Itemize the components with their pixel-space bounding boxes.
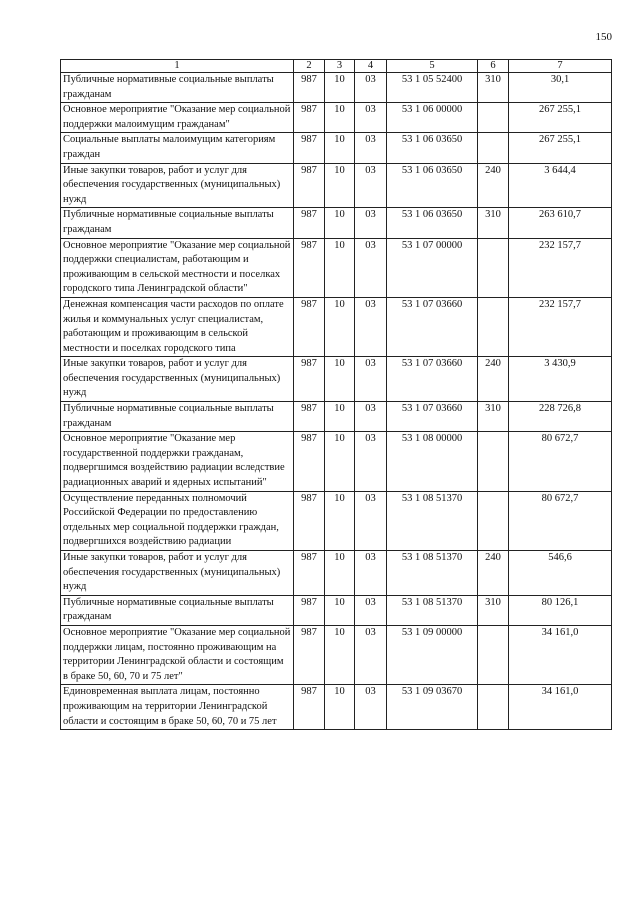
cell-expense-type: 240 [478, 357, 509, 402]
cell-name: Публичные нормативные социальные выплаты гражданам [61, 208, 294, 238]
cell-ministry: 987 [294, 163, 325, 208]
cell-subsection: 03 [355, 297, 387, 356]
table-row [61, 133, 612, 163]
cell-ministry: 987 [294, 685, 325, 730]
cell-target-code: 53 1 09 00000 [387, 625, 478, 684]
cell-subsection: 03 [355, 133, 387, 163]
cell-name: Основное мероприятие "Оказание мер социальной поддержки лицам, постоянно проживающим на территории Ленинградской области и состоящим в браке 50, 60, 70 и 75 лет" [61, 625, 294, 684]
cell-amount: 80 126,1 [509, 595, 612, 625]
table-row [61, 297, 612, 356]
table-row [61, 551, 612, 596]
cell-ministry: 987 [294, 491, 325, 550]
cell-amount: 30,1 [509, 73, 612, 103]
cell-subsection: 03 [355, 595, 387, 625]
cell-name: Основное мероприятие "Оказание мер социальной поддержки малоимущим гражданам" [61, 103, 294, 133]
cell-subsection: 03 [355, 432, 387, 491]
header-col-1: 1 [61, 60, 294, 73]
cell-target-code: 53 1 07 03660 [387, 402, 478, 432]
cell-expense-type [478, 432, 509, 491]
cell-target-code: 53 1 09 03670 [387, 685, 478, 730]
cell-expense-type [478, 133, 509, 163]
cell-ministry: 987 [294, 133, 325, 163]
table-row [61, 491, 612, 550]
budget-table [60, 59, 612, 730]
table-row [61, 595, 612, 625]
cell-amount: 232 157,7 [509, 238, 612, 297]
cell-section: 10 [325, 357, 355, 402]
cell-name: Социальные выплаты малоимущим категориям граждан [61, 133, 294, 163]
cell-amount: 3 644,4 [509, 163, 612, 208]
cell-amount: 80 672,7 [509, 491, 612, 550]
cell-name: Основное мероприятие "Оказание мер социальной поддержки специалистам, работающим и проживающим в сельской местности и поселках городского типа Ленинградской области" [61, 238, 294, 297]
cell-expense-type: 310 [478, 595, 509, 625]
cell-subsection: 03 [355, 625, 387, 684]
cell-subsection: 03 [355, 491, 387, 550]
cell-section: 10 [325, 432, 355, 491]
cell-subsection: 03 [355, 208, 387, 238]
cell-subsection: 03 [355, 238, 387, 297]
cell-ministry: 987 [294, 551, 325, 596]
cell-amount: 3 430,9 [509, 357, 612, 402]
cell-expense-type: 240 [478, 163, 509, 208]
header-col-3: 3 [325, 60, 355, 73]
cell-target-code: 53 1 06 00000 [387, 103, 478, 133]
cell-amount: 228 726,8 [509, 402, 612, 432]
cell-ministry: 987 [294, 208, 325, 238]
cell-expense-type [478, 625, 509, 684]
cell-ministry: 987 [294, 357, 325, 402]
cell-expense-type: 310 [478, 208, 509, 238]
table-row [61, 625, 612, 684]
cell-subsection: 03 [355, 73, 387, 103]
cell-subsection: 03 [355, 685, 387, 730]
header-col-4: 4 [355, 60, 387, 73]
cell-name: Осуществление переданных полномочий Российской Федерации по предоставлению отдельных мер социальной поддержки граждан, подвергшихся воздействию радиации [61, 491, 294, 550]
cell-target-code: 53 1 06 03650 [387, 133, 478, 163]
cell-target-code: 53 1 08 51370 [387, 595, 478, 625]
cell-target-code: 53 1 07 03660 [387, 297, 478, 356]
cell-section: 10 [325, 402, 355, 432]
cell-amount: 232 157,7 [509, 297, 612, 356]
cell-section: 10 [325, 103, 355, 133]
cell-amount: 267 255,1 [509, 103, 612, 133]
cell-target-code: 53 1 08 51370 [387, 551, 478, 596]
cell-expense-type: 310 [478, 73, 509, 103]
cell-name: Публичные нормативные социальные выплаты гражданам [61, 73, 294, 103]
cell-subsection: 03 [355, 551, 387, 596]
cell-name: Иные закупки товаров, работ и услуг для обеспечения государственных (муниципальных) нужд [61, 551, 294, 596]
page-number: 150 [595, 31, 612, 43]
cell-expense-type [478, 685, 509, 730]
table-row [61, 208, 612, 238]
cell-section: 10 [325, 491, 355, 550]
cell-amount: 34 161,0 [509, 625, 612, 684]
cell-target-code: 53 1 08 51370 [387, 491, 478, 550]
cell-section: 10 [325, 595, 355, 625]
cell-expense-type: 310 [478, 402, 509, 432]
cell-section: 10 [325, 208, 355, 238]
table-row [61, 103, 612, 133]
cell-target-code: 53 1 07 03660 [387, 357, 478, 402]
cell-amount: 267 255,1 [509, 133, 612, 163]
cell-expense-type [478, 491, 509, 550]
cell-section: 10 [325, 163, 355, 208]
table-body [61, 73, 612, 730]
cell-name: Публичные нормативные социальные выплаты гражданам [61, 595, 294, 625]
cell-ministry: 987 [294, 402, 325, 432]
cell-subsection: 03 [355, 103, 387, 133]
cell-section: 10 [325, 625, 355, 684]
header-col-7: 7 [509, 60, 612, 73]
cell-subsection: 03 [355, 402, 387, 432]
cell-ministry: 987 [294, 103, 325, 133]
cell-name: Основное мероприятие "Оказание мер государственной поддержки гражданам, подвергшимся воздействию радиации вследствие радиационных аварий и ядерных испытаний" [61, 432, 294, 491]
cell-target-code: 53 1 06 03650 [387, 208, 478, 238]
cell-target-code: 53 1 06 03650 [387, 163, 478, 208]
header-col-5: 5 [387, 60, 478, 73]
table-row [61, 238, 612, 297]
table-row [61, 432, 612, 491]
cell-amount: 263 610,7 [509, 208, 612, 238]
cell-amount: 34 161,0 [509, 685, 612, 730]
table-row [61, 73, 612, 103]
cell-name: Денежная компенсация части расходов по оплате жилья и коммунальных услуг специалистам, работающим и проживающим в сельской местности и поселках городского типа [61, 297, 294, 356]
cell-name: Иные закупки товаров, работ и услуг для обеспечения государственных (муниципальных) нужд [61, 357, 294, 402]
cell-ministry: 987 [294, 432, 325, 491]
cell-ministry: 987 [294, 73, 325, 103]
cell-expense-type [478, 297, 509, 356]
cell-name: Единовременная выплата лицам, постоянно проживающим на территории Ленинградской области и состоящим в браке 50, 60, 70 и 75 лет [61, 685, 294, 730]
table-row [61, 163, 612, 208]
cell-subsection: 03 [355, 163, 387, 208]
cell-expense-type [478, 238, 509, 297]
table-row [61, 357, 612, 402]
cell-target-code: 53 1 07 00000 [387, 238, 478, 297]
cell-ministry: 987 [294, 297, 325, 356]
cell-section: 10 [325, 685, 355, 730]
cell-section: 10 [325, 73, 355, 103]
cell-ministry: 987 [294, 595, 325, 625]
cell-target-code: 53 1 08 00000 [387, 432, 478, 491]
cell-section: 10 [325, 551, 355, 596]
header-col-2: 2 [294, 60, 325, 73]
cell-name: Публичные нормативные социальные выплаты гражданам [61, 402, 294, 432]
cell-amount: 546,6 [509, 551, 612, 596]
cell-section: 10 [325, 133, 355, 163]
cell-section: 10 [325, 297, 355, 356]
cell-subsection: 03 [355, 357, 387, 402]
cell-expense-type [478, 103, 509, 133]
cell-section: 10 [325, 238, 355, 297]
cell-name: Иные закупки товаров, работ и услуг для обеспечения государственных (муниципальных) нужд [61, 163, 294, 208]
table-row [61, 685, 612, 730]
table-row [61, 402, 612, 432]
cell-amount: 80 672,7 [509, 432, 612, 491]
cell-ministry: 987 [294, 625, 325, 684]
header-col-6: 6 [478, 60, 509, 73]
cell-expense-type: 240 [478, 551, 509, 596]
cell-ministry: 987 [294, 238, 325, 297]
cell-target-code: 53 1 05 52400 [387, 73, 478, 103]
table-header-row [61, 60, 612, 73]
